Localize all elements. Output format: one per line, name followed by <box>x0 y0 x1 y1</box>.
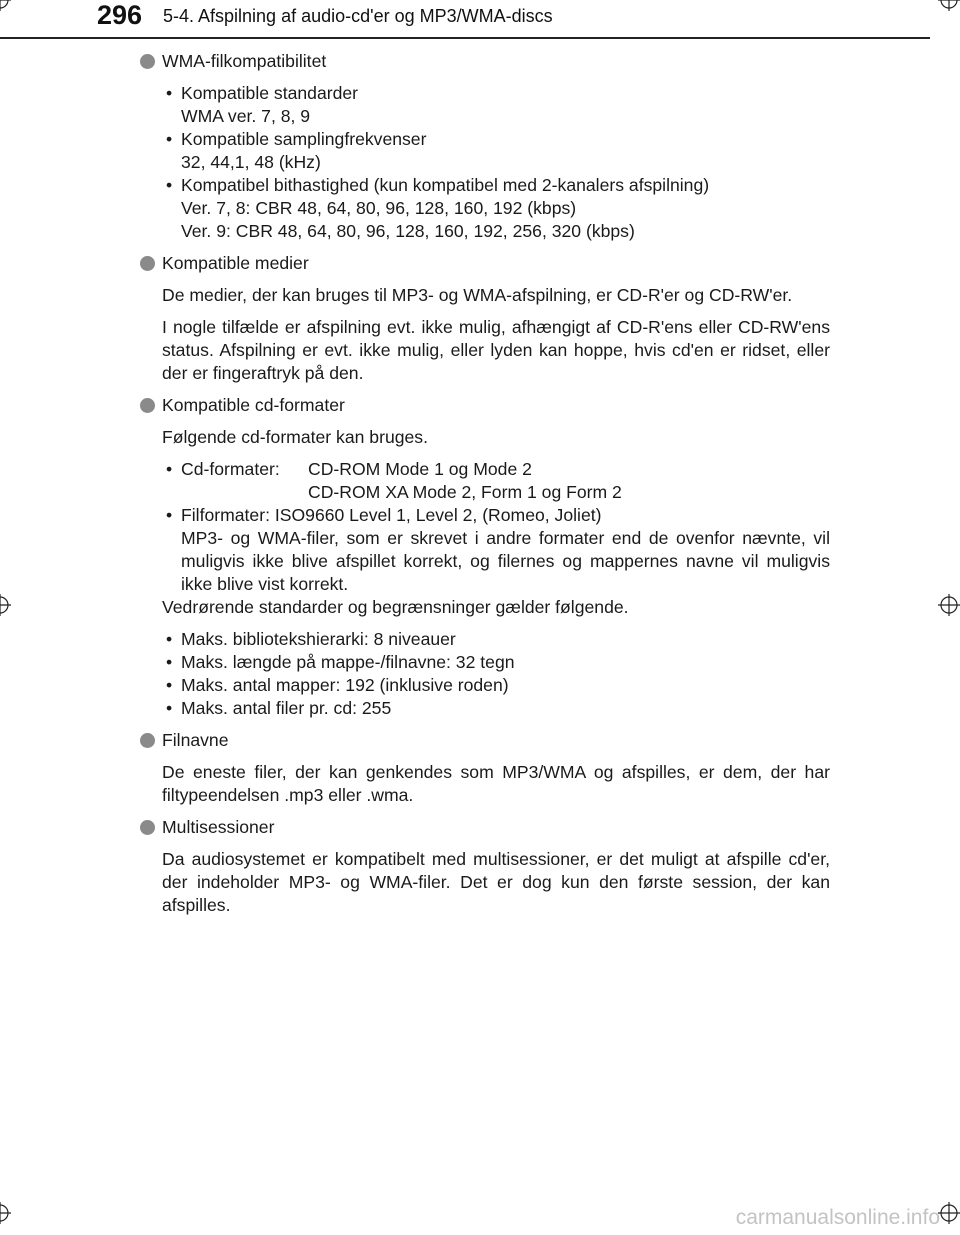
wma-list <box>162 82 830 243</box>
list-item <box>162 674 830 697</box>
file-format-note: MP3- og WMA-filer, som er skrevet i andre formater end de ovenfor nævnte, vil muligvis ikke blive afspillet korrekt, og filernes og mappernes navne vil muligvis ikke blive vist korrekt. <box>181 528 830 594</box>
cd-format-label: Cd-formater: <box>181 459 280 479</box>
paragraph: De eneste filer, der kan genkendes som MP3/WMA og afspilles, er dem, der har filtypeendelsen .mp3 eller .wma. <box>162 762 830 805</box>
section-wma-compat <box>140 50 830 243</box>
section-heading <box>140 729 830 752</box>
paragraph: De medier, der kan bruges til MP3- og WMA-afspilning, er CD-R'er og CD-RW'er. <box>162 285 793 305</box>
bullet-icon: • <box>166 629 173 649</box>
paragraph: Vedrørende standarder og begrænsninger gælder følgende. <box>162 597 629 617</box>
section-heading <box>140 252 830 275</box>
paragraph: Da audiosystemet er kompatibelt med multisessioner, er det muligt at afspille cd'er, der indeholder MP3- og WMA-filer. Det er dog kun den første session, der kan afspilles. <box>162 849 830 915</box>
paragraph: I nogle tilfælde er afspilning evt. ikke mulig, afhængigt af CD-R'ens eller CD-RW'ens status. Afspilning er evt. ikke mulig, eller lyden kan hoppe, hvis cd'en er ridset, eller der er fingeraftryk på den. <box>162 317 830 383</box>
bullet-dot-icon <box>140 54 155 69</box>
heading-text: WMA-filkompatibilitet <box>162 51 327 71</box>
section-filenames <box>140 729 830 807</box>
limit-text: Maks. antal mapper: 192 (inklusive roden) <box>181 675 509 695</box>
bullet-icon: • <box>166 698 173 718</box>
list-item <box>162 651 830 674</box>
list-item <box>162 458 830 504</box>
bullet-icon: • <box>166 505 173 525</box>
bullet-icon: • <box>166 652 173 672</box>
crop-mark-icon <box>0 594 11 616</box>
item-value: Ver. 9: CBR 48, 64, 80, 96, 128, 160, 192, 256, 320 (kbps) <box>181 221 635 241</box>
section-multisession <box>140 816 830 917</box>
crop-mark-icon <box>938 0 960 11</box>
section-cd-formats <box>140 394 830 720</box>
list-item <box>162 504 830 596</box>
limit-text: Maks. antal filer pr. cd: 255 <box>181 698 392 718</box>
heading-text: Filnavne <box>162 730 229 750</box>
chapter-title: 5-4. Afspilning af audio-cd'er og MP3/WMA-discs <box>163 6 553 26</box>
cd-format-value: CD-ROM Mode 1 og Mode 2 <box>308 459 532 479</box>
heading-text: Multisessioner <box>162 817 275 837</box>
item-value: WMA ver. 7, 8, 9 <box>181 106 311 126</box>
file-format-line: Filformater: ISO9660 Level 1, Level 2, (Romeo, Joliet) <box>181 505 602 525</box>
cd-format-values <box>308 458 830 504</box>
crop-mark-icon <box>938 1202 960 1224</box>
heading-text: Kompatible medier <box>162 253 309 273</box>
item-value: 32, 44,1, 48 (kHz) <box>181 152 321 172</box>
list-item <box>162 82 830 128</box>
cd-format-row <box>181 458 830 504</box>
page-number: 296 <box>97 0 143 30</box>
bullet-icon: • <box>166 129 173 149</box>
list-item <box>162 128 830 174</box>
list-item <box>162 697 830 720</box>
bullet-icon: • <box>166 83 173 103</box>
limits-list <box>162 628 830 720</box>
crop-mark-icon <box>938 594 960 616</box>
bullet-dot-icon <box>140 398 155 413</box>
item-label: Kompatible samplingfrekvenser <box>181 129 427 149</box>
heading-text: Kompatible cd-formater <box>162 395 345 415</box>
bullet-icon: • <box>166 459 173 479</box>
item-label: Kompatibel bithastighed (kun kompatibel med 2-kanalers afspilning) <box>181 175 710 195</box>
bullet-icon: • <box>166 675 173 695</box>
list-item <box>162 174 830 243</box>
bullet-icon: • <box>166 175 173 195</box>
bullet-dot-icon <box>140 733 155 748</box>
limit-text: Maks. længde på mappe-/filnavne: 32 tegn <box>181 652 515 672</box>
page-header <box>0 0 960 40</box>
header-rule <box>0 37 930 39</box>
crop-mark-icon <box>0 0 11 11</box>
item-label: Kompatible standarder <box>181 83 359 103</box>
bullet-dot-icon <box>140 256 155 271</box>
item-value: Ver. 7, 8: CBR 48, 64, 80, 96, 128, 160, 192 (kbps) <box>181 198 577 218</box>
crop-mark-icon <box>0 1202 11 1224</box>
watermark: carmanualsonline.info <box>735 1206 940 1229</box>
format-list <box>162 458 830 596</box>
bullet-dot-icon <box>140 820 155 835</box>
page-content <box>140 50 830 926</box>
cd-format-value: CD-ROM XA Mode 2, Form 1 og Form 2 <box>308 482 622 502</box>
section-heading <box>140 394 830 417</box>
list-item <box>162 628 830 651</box>
limit-text: Maks. bibliotekshierarki: 8 niveauer <box>181 629 456 649</box>
section-heading <box>140 50 830 73</box>
section-heading <box>140 816 830 839</box>
section-media <box>140 252 830 385</box>
paragraph: Følgende cd-formater kan bruges. <box>162 427 428 447</box>
